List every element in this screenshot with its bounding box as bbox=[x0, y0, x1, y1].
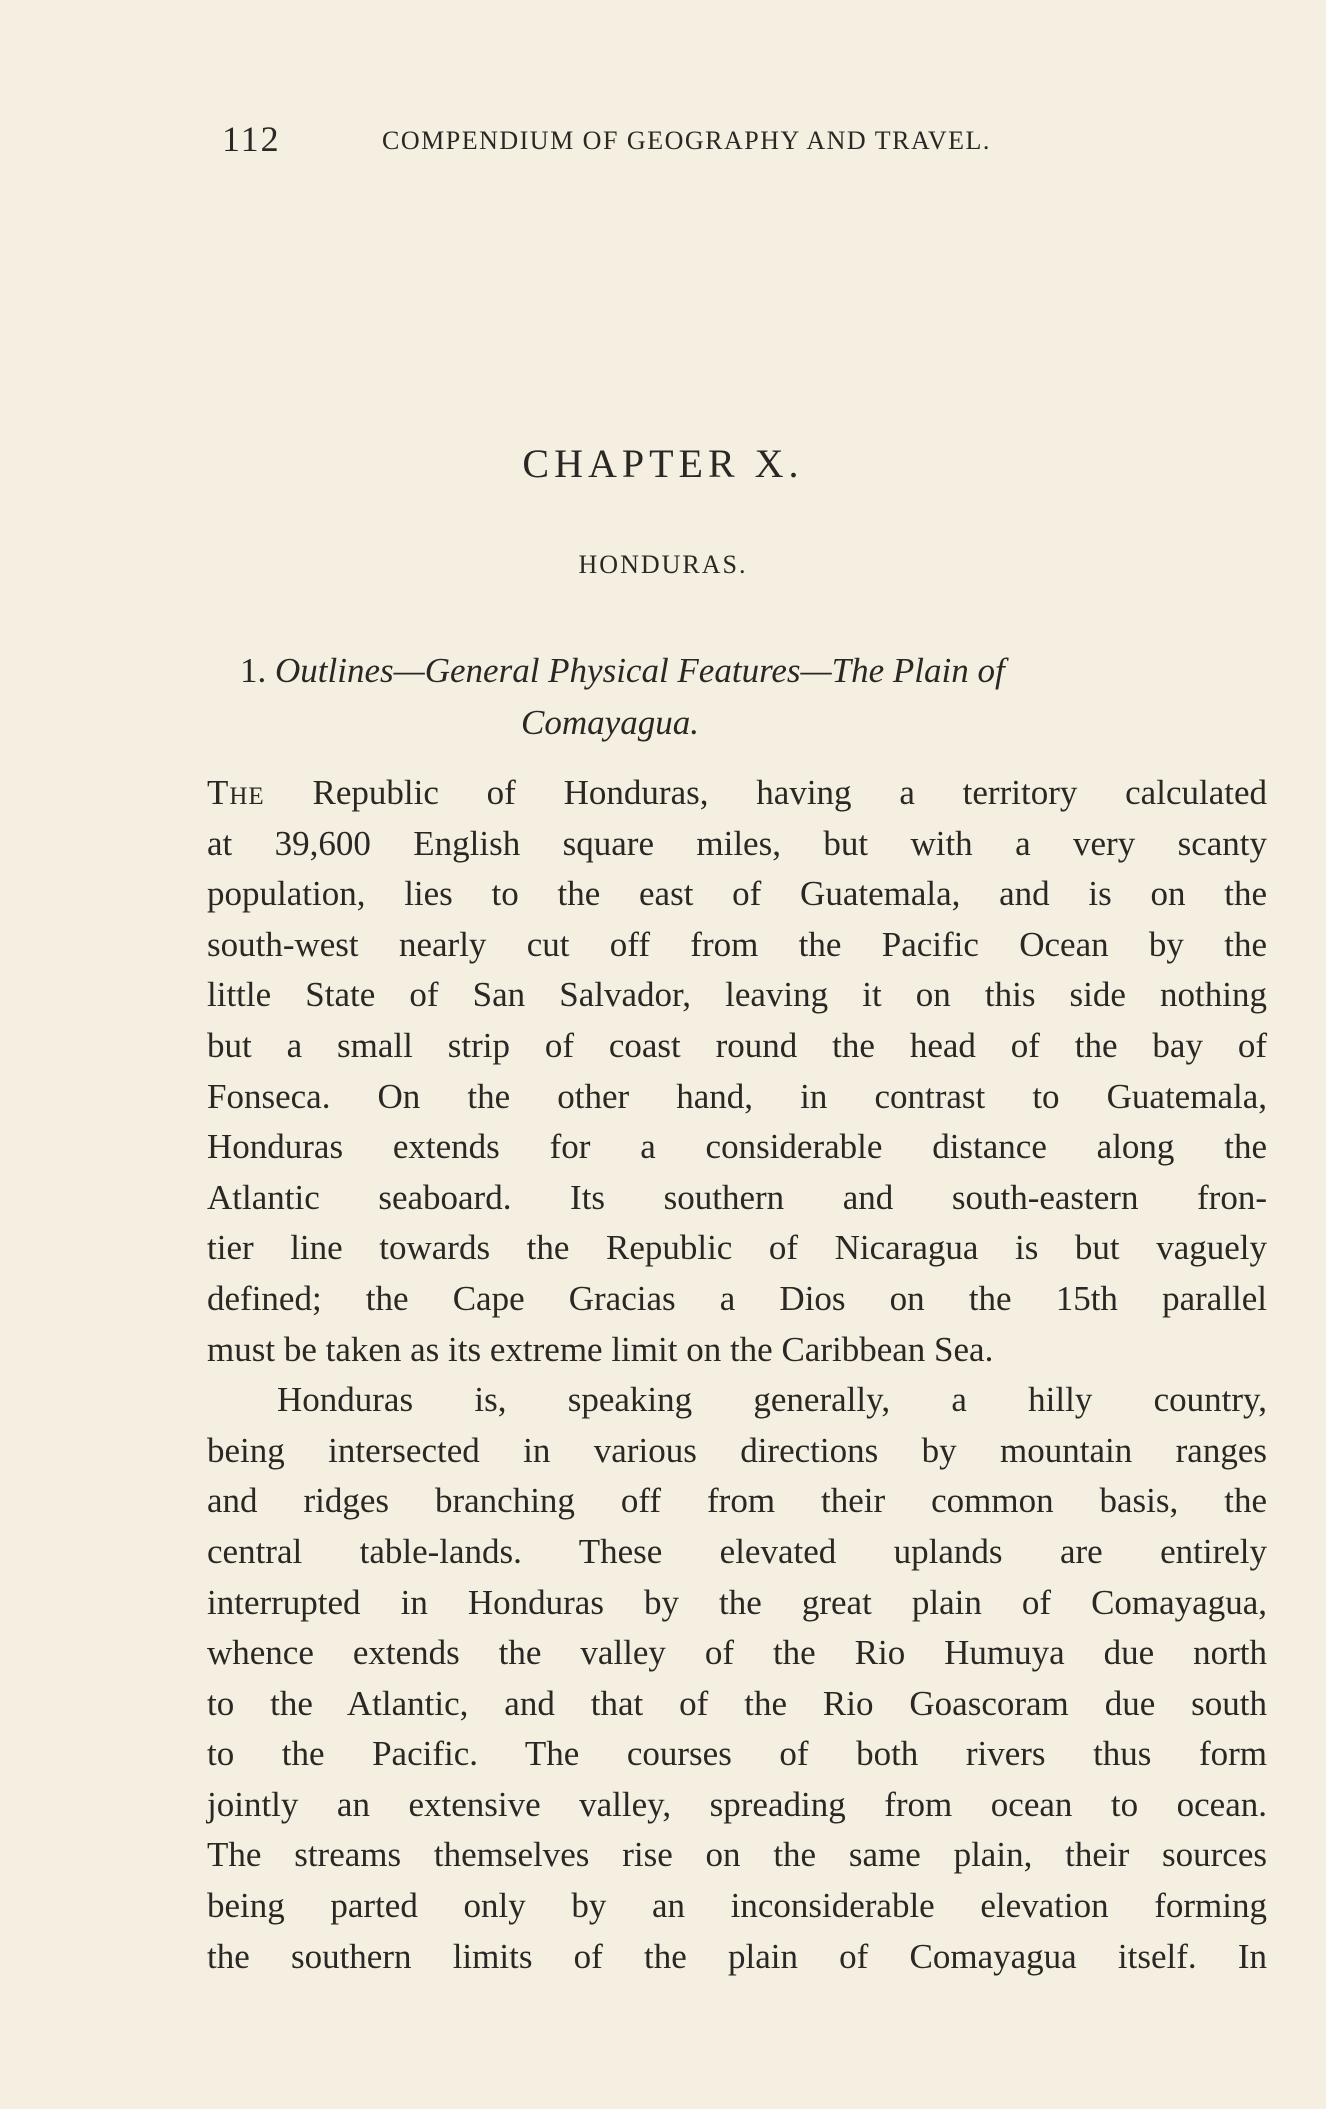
section-heading bbox=[240, 645, 1220, 749]
section-number: 1. bbox=[240, 651, 267, 690]
paragraph-2-line: central table-lands. These elevated uplands are entirely bbox=[207, 1531, 1267, 1571]
paragraph-2-line: being parted only by an inconsiderable elevation forming bbox=[207, 1886, 1267, 1926]
paragraph-1-line: Fonseca. On the other hand, in contrast to Guatemala, bbox=[207, 1076, 1267, 1116]
paragraph-2-line: being intersected in various directions by mountain ranges bbox=[207, 1430, 1267, 1470]
page-number: 112 bbox=[222, 119, 281, 159]
paragraph-2-line: to the Pacific. The courses of both rivers thus form bbox=[207, 1734, 1267, 1774]
paragraph-1-lead: The bbox=[207, 773, 265, 812]
page-header bbox=[222, 118, 1122, 162]
body-text bbox=[207, 768, 1267, 1982]
paragraph-2-line: the southern limits of the plain of Comayagua itself. In bbox=[207, 1936, 1267, 1976]
paragraph-2-line: and ridges branching off from their common basis, the bbox=[207, 1481, 1267, 1521]
section-heading-line-1 bbox=[240, 645, 1220, 697]
paragraph-1-line: defined; the Cape Gracias a Dios on the 15th parallel bbox=[207, 1278, 1267, 1318]
paragraph-1-line: tier line towards the Republic of Nicaragua is but vaguely bbox=[207, 1228, 1267, 1268]
paragraph-1-line: Atlantic seaboard. Its southern and south-eastern fron- bbox=[207, 1177, 1267, 1217]
chapter-subtitle: HONDURAS. bbox=[578, 550, 748, 579]
paragraph-1-line: little State of San Salvador, leaving it on this side nothing bbox=[207, 975, 1267, 1015]
section-title-line-2: Comayagua. bbox=[521, 703, 699, 742]
paragraph-1-line: but a small strip of coast round the head of the bay of bbox=[207, 1025, 1267, 1065]
paragraph-1-line: population, lies to the east of Guatemala, and is on the bbox=[207, 874, 1267, 914]
paragraph-2-line: whence extends the valley of the Rio Humuya due north bbox=[207, 1633, 1267, 1673]
paragraph-2-line: interrupted in Honduras by the great plain of Comayagua, bbox=[207, 1582, 1267, 1622]
paragraph-1-line: The Republic of Honduras, having a territory calculated bbox=[207, 773, 1267, 812]
section-title-line-1: Outlines—General Physical Features—The Plain of bbox=[275, 651, 1005, 690]
paragraph-2-line: jointly an extensive valley, spreading from ocean to ocean. bbox=[207, 1784, 1267, 1824]
paragraph-1-line: south-west nearly cut off from the Pacific Ocean by the bbox=[207, 924, 1267, 964]
paragraph-1-line: at 39,600 English square miles, but with a very scanty bbox=[207, 823, 1267, 863]
paragraph-2-line: to the Atlantic, and that of the Rio Goascoram due south bbox=[207, 1683, 1267, 1723]
paragraph-2-line: Honduras is, speaking generally, a hilly country, bbox=[277, 1380, 1267, 1420]
chapter-title: CHAPTER X. bbox=[522, 441, 804, 486]
paragraph-1-line: Honduras extends for a considerable distance along the bbox=[207, 1127, 1267, 1167]
paragraph-2-line: The streams themselves rise on the same plain, their sources bbox=[207, 1835, 1267, 1875]
running-head: COMPENDIUM OF GEOGRAPHY AND TRAVEL. bbox=[382, 126, 991, 155]
paragraph-1-line: must be taken as its extreme limit on the Caribbean Sea. bbox=[207, 1329, 994, 1369]
